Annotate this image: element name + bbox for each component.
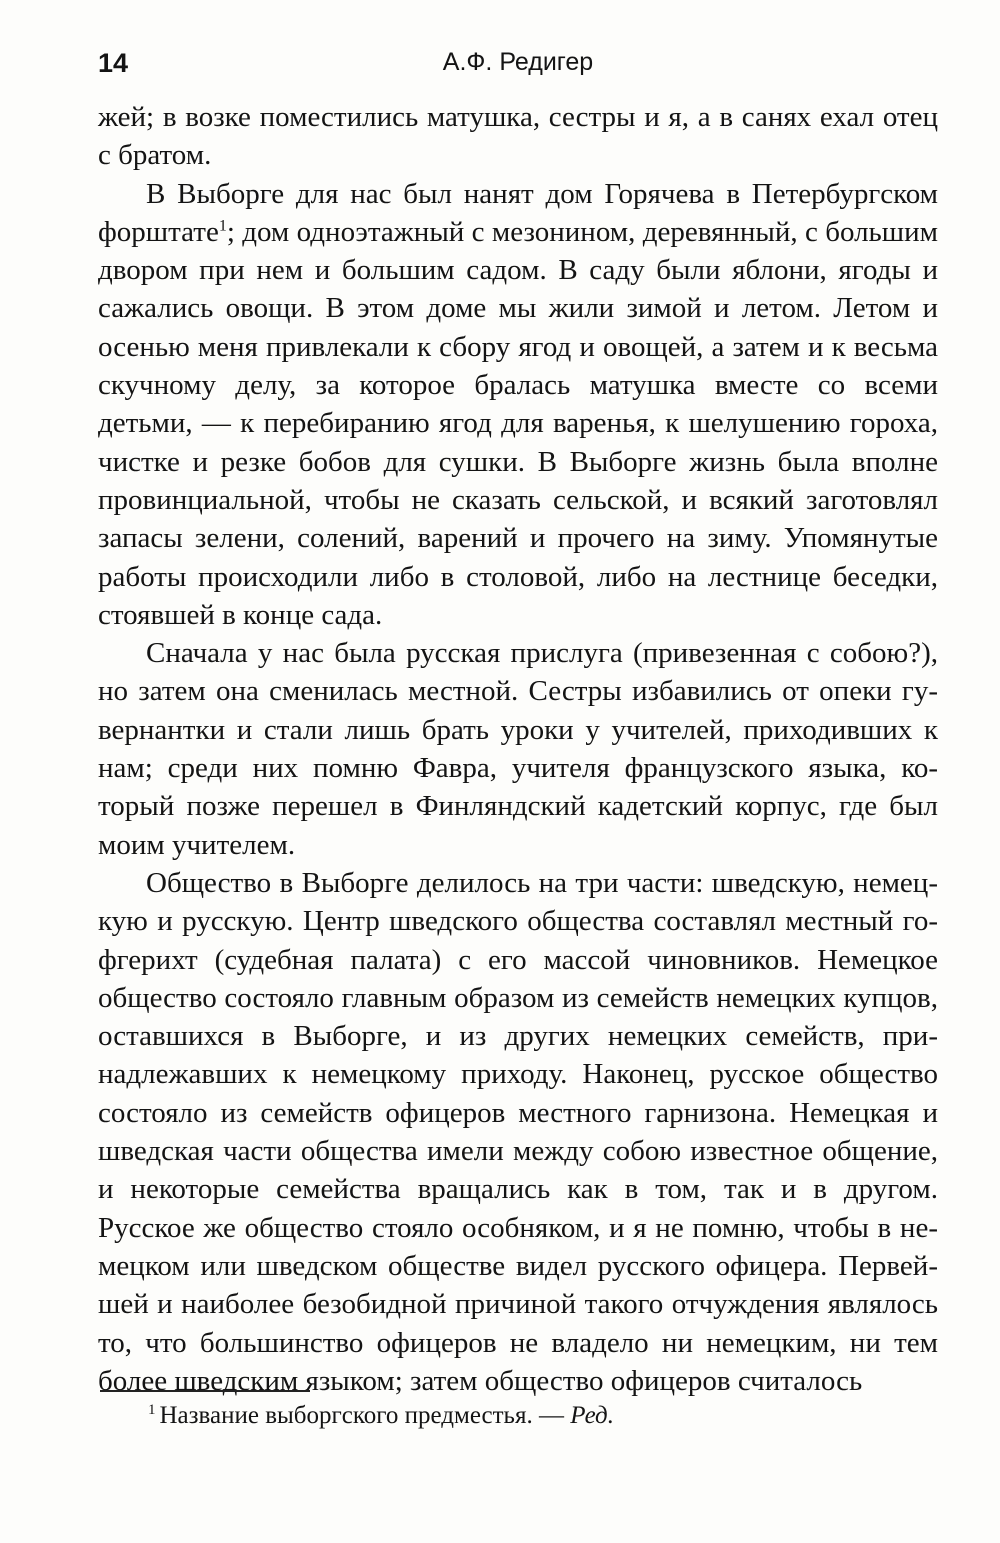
paragraph-house-start: В Выборге для нас был нанят дом Горячева в Петербургском форштате xyxy=(98,177,938,248)
page-number: 14 xyxy=(98,48,129,78)
paragraph-house xyxy=(98,175,938,635)
running-head xyxy=(98,48,938,88)
footnote xyxy=(148,1400,938,1432)
footnote-reference: 1 xyxy=(218,217,227,235)
paragraph-society: Общество в Выборге делилось на три части: шведскую, немецкую и русскую. Центр шведского общества составлял местный гофгерихт (судебная палата) с его массой чиновников. Немецкое общество состояло главным образом из семейств немецких купцов, оставшихся в Выборге, и из других немецких семейств, принадлежавших к немецкому приходу. Наконец, русское общество состояло из семейств офицеров местного гарнизона. Немецкая и шведская части общества имели между собою известное общение, и некоторые семейства вращались как в том, так и в другом. Русское же общество стояло особняком, и я не помню, чтобы в немецком или шведском обществе видел русского офицера. Первейшей и наиболее безобидной причиной такого отчуждения являлось то, что большинство офицеров не владело ни немецким, ни тем более шведским языком; затем общество офицеров считалось xyxy=(98,866,938,1397)
main-text xyxy=(98,98,938,1400)
footnote-text: Название выборгского предместья. — xyxy=(159,1402,571,1429)
paragraph-continued: жей; в возке поместились матушка, сестры и я, а в санях ехал отец с братом. xyxy=(98,101,938,172)
footnote-editor-mark: Ред. xyxy=(570,1402,614,1429)
footnote-marker: 1 xyxy=(148,1401,156,1418)
paragraph-house-rest: ; дом одноэтажный с мезонином, деревянный, с большим двором при нем и большим садом. В саду были яблони, ягоды и сажались овощи. В этом доме мы жили зимой и летом. Летом и осенью меня привлекали к сбору ягод и овощей, а затем и к весьма скучному делу, за которое бралась матушка вместе со всеми детьми, — к перебиранию ягод для варенья, к шелушению гороха, чистке и резке бобов для сушки. В Выборге жизнь была вполне провинциальной, чтобы не сказать сельской, и всякий заготовлял запасы зелени, солений, варений и прочего на зиму. Упомянутые работы происходили либо в столовой, либо на лестнице беседки, стоявшей в конце сада. xyxy=(98,215,938,631)
running-title: А.Ф. Редигер xyxy=(442,48,594,76)
footnote-divider xyxy=(100,1390,310,1392)
paragraph-servants: Сначала у нас была русская прислуга (привезенная с собою?), но затем она сменилась местной. Сестры избавились от опеки гувернантки и стали лишь брать уроки у учителей, приходивших к нам; среди них помню Фавра, учителя французского языка, который позже перешел в Финляндский кадетский корпус, где был моим учителем. xyxy=(98,637,938,861)
